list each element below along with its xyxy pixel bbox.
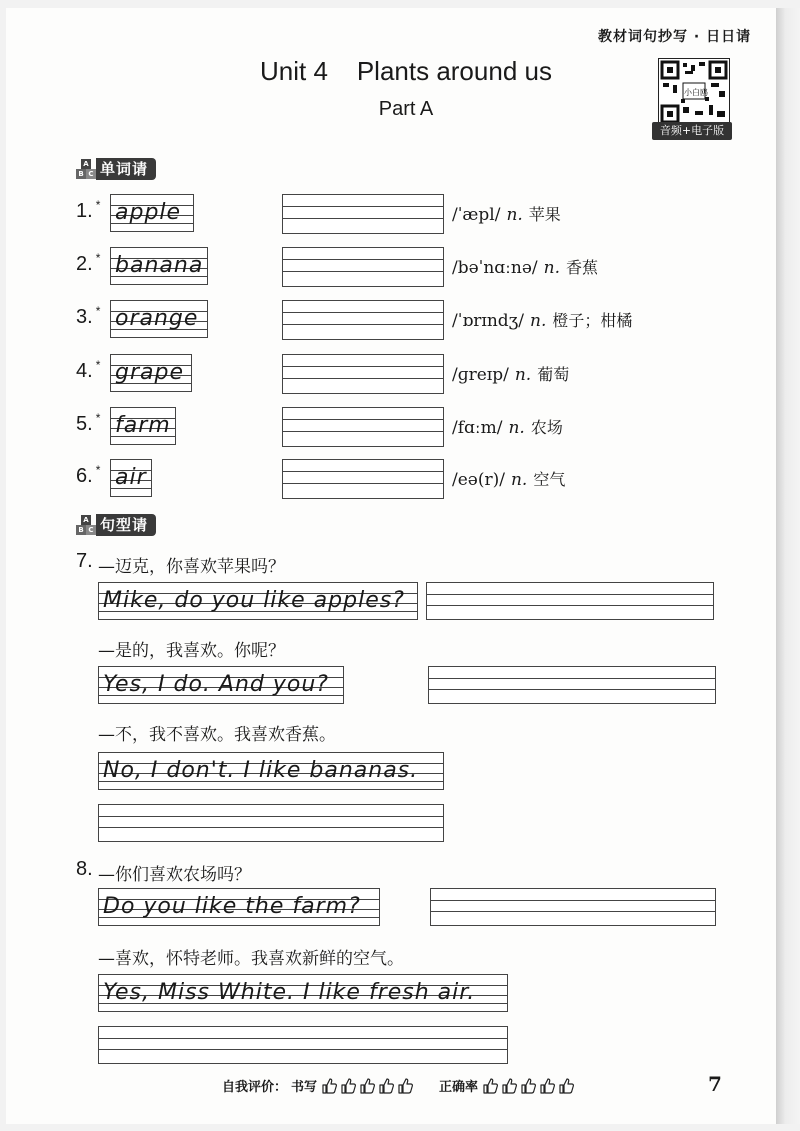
star-mark: * <box>95 463 101 477</box>
word-model: orange <box>110 300 208 338</box>
writing-label: 书写 <box>291 1080 318 1095</box>
word-number-text: 4. <box>76 360 93 382</box>
q7-prompt-2: —是的，我喜欢。你呢？ <box>98 641 285 661</box>
qr-logo: 小白鸥 <box>684 88 708 97</box>
star-mark: * <box>95 411 101 425</box>
word-blank[interactable] <box>282 354 444 394</box>
part-of-speech: n. <box>543 258 560 278</box>
word-definition <box>452 467 565 490</box>
word-model: banana <box>110 247 208 285</box>
thumbs-up-icon[interactable] <box>340 1078 356 1094</box>
q8-model-2: Yes, Miss White. I like fresh air. <box>98 974 508 1012</box>
thumbs-up-icon[interactable] <box>539 1078 555 1094</box>
abc-icon: A B C <box>76 159 96 179</box>
page-number: 7 <box>708 1072 722 1096</box>
qr-caption: 音频+电子版 <box>652 122 732 140</box>
phonetic: /ˈɒrɪndʒ/ <box>452 311 525 331</box>
word-number-text: 1. <box>76 200 93 222</box>
part-of-speech: n. <box>514 365 532 385</box>
word-number <box>76 360 100 383</box>
self-evaluation <box>222 1076 574 1095</box>
thumbs-up-icon[interactable] <box>520 1078 536 1094</box>
q7-blank-2[interactable] <box>428 666 716 704</box>
word-definition <box>452 202 561 225</box>
word-number-text: 6. <box>76 465 93 487</box>
thumbs-up-icon[interactable] <box>397 1078 413 1094</box>
thumbs-up-icon[interactable] <box>378 1078 394 1094</box>
thumbs-up-icon[interactable] <box>321 1078 337 1094</box>
self-eval-label: 自我评价： <box>222 1080 288 1095</box>
word-blank[interactable] <box>282 407 444 447</box>
q8-blank-2[interactable] <box>98 1026 508 1064</box>
thumbs-up-icon[interactable] <box>558 1078 574 1094</box>
q8-blank-1[interactable] <box>430 888 716 926</box>
phonetic: /ɡreɪp/ <box>452 365 509 385</box>
thumbs-up-icon[interactable] <box>482 1078 498 1094</box>
meaning: 苹果 <box>528 205 561 224</box>
word-model: apple <box>110 194 194 232</box>
meaning: 葡萄 <box>537 365 570 384</box>
section-sentences-badge <box>76 514 156 536</box>
phonetic: /fɑːm/ <box>452 418 503 438</box>
word-number <box>76 253 100 276</box>
abc-icon: A B C <box>76 515 96 535</box>
part-of-speech: n. <box>530 311 547 331</box>
q7-prompt-3: —不，我不喜欢。我喜欢香蕉。 <box>98 725 336 745</box>
q7-prompt-1: —迈克，你喜欢苹果吗？ <box>98 557 285 577</box>
word-model: air <box>110 459 152 497</box>
unit-title: Unit 4 Plants around us <box>260 56 552 86</box>
word-definition <box>452 308 632 331</box>
meaning: 橙子；柑橘 <box>552 311 633 330</box>
word-number-text: 5. <box>76 413 93 435</box>
word-number <box>76 200 100 223</box>
thumbs-up-icon[interactable] <box>359 1078 375 1094</box>
word-definition <box>452 255 598 278</box>
q8-prompt-2: —喜欢，怀特老师。我喜欢新鲜的空气。 <box>98 949 404 969</box>
word-number-text: 3. <box>76 306 93 328</box>
q8-prompt-1: —你们喜欢农场吗？ <box>98 865 251 885</box>
page-edge <box>776 8 800 1124</box>
word-blank[interactable] <box>282 459 444 499</box>
star-mark: * <box>95 304 101 318</box>
accuracy-label: 正确率 <box>439 1080 479 1095</box>
section-words-label: 单词请 <box>96 158 156 180</box>
part-subtitle: Part A <box>378 98 434 120</box>
phonetic: /ˈæpl/ <box>452 205 501 225</box>
question-8-number: 8. <box>76 858 93 880</box>
word-blank[interactable] <box>282 300 444 340</box>
word-number-text: 2. <box>76 253 93 275</box>
section-sentences-label: 句型请 <box>96 514 156 536</box>
word-definition <box>452 415 563 438</box>
qr-code[interactable] <box>658 58 730 126</box>
word-model: farm <box>110 407 176 445</box>
meaning: 香蕉 <box>566 258 599 277</box>
star-mark: * <box>95 358 101 372</box>
part-of-speech: n. <box>510 470 528 490</box>
thumbs-up-icon[interactable] <box>501 1078 517 1094</box>
word-blank[interactable] <box>282 194 444 234</box>
section-words-badge <box>76 158 156 180</box>
q7-blank-1[interactable] <box>426 582 714 620</box>
word-number <box>76 306 100 329</box>
q7-blank-3[interactable] <box>98 804 444 842</box>
phonetic: /eə(r)/ <box>452 470 505 490</box>
word-definition <box>452 362 569 385</box>
word-number <box>76 465 100 488</box>
q7-model-1: Mike, do you like apples? <box>98 582 418 620</box>
part-of-speech: n. <box>506 205 523 225</box>
part-of-speech: n. <box>508 418 525 438</box>
meaning: 空气 <box>533 470 566 489</box>
meaning: 农场 <box>530 418 563 437</box>
word-model: grape <box>110 354 192 392</box>
q7-model-3: No, I don't. I like bananas. <box>98 752 444 790</box>
q8-model-1: Do you like the farm? <box>98 888 380 926</box>
word-number <box>76 413 100 436</box>
phonetic: /bəˈnɑːnə/ <box>452 258 538 278</box>
star-mark: * <box>95 198 101 212</box>
question-7-number: 7. <box>76 550 93 572</box>
header-tag: 教材词句抄写 · 日日请 <box>598 29 752 45</box>
word-blank[interactable] <box>282 247 444 287</box>
star-mark: * <box>95 251 101 265</box>
q7-model-2: Yes, I do. And you? <box>98 666 344 704</box>
